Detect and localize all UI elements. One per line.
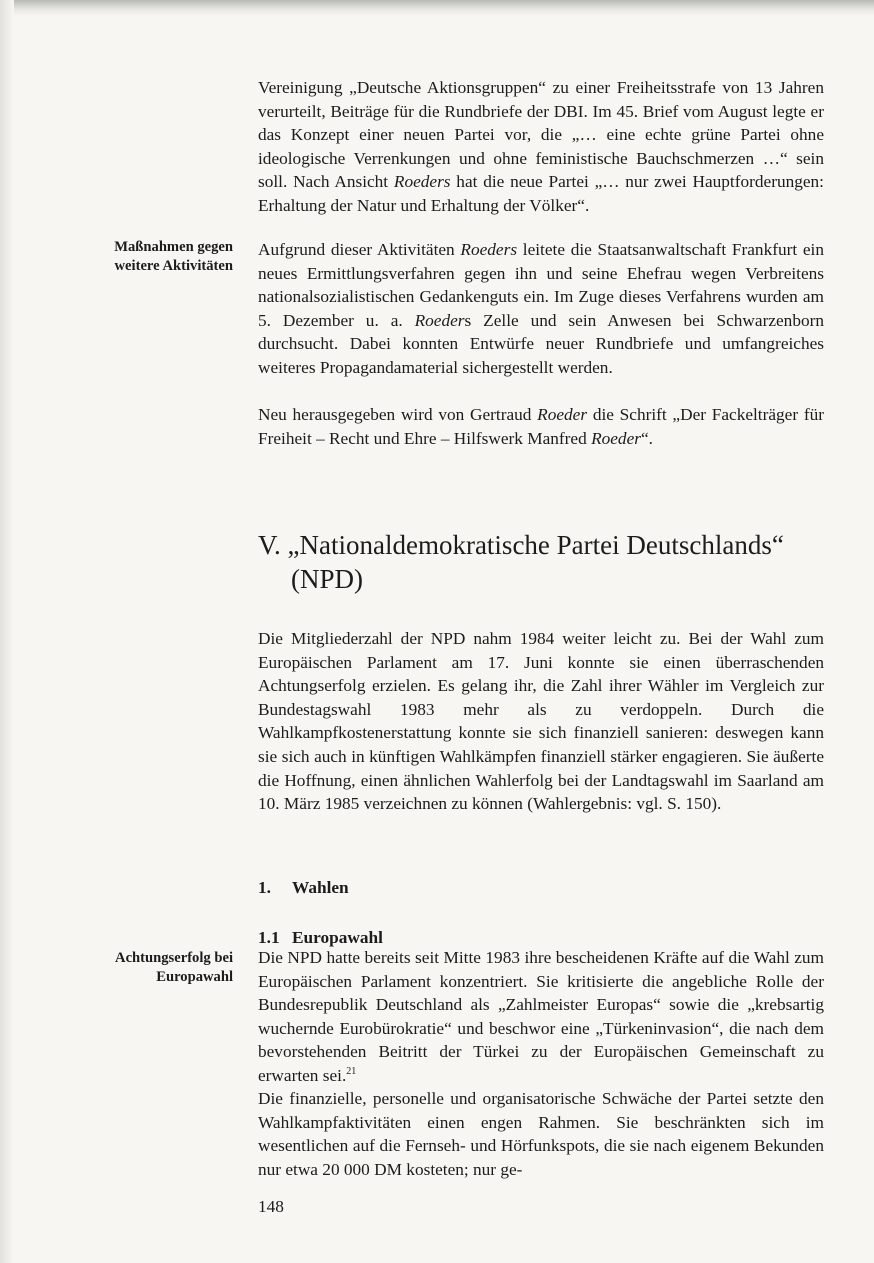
italic-name: Roeders [393, 172, 451, 192]
italic-name: Roeder [414, 310, 465, 330]
text-run: Vereinigung „Deutsche Aktionsgruppen“ zu einer Freiheitsstrafe von 13 Jahren verurteilt, Beiträge für die Rundbriefe der DBI. Im 45. Brief vom August legte er das Konzept einer neuen Partei vor, die „… eine echte grüne Partei ohne ideologische Verrenkungen und ohne feministische Bauchschmerzen …“ sein soll. Nach Ansicht [258, 78, 824, 192]
text-run: Aufgrund dieser Aktivitäten [258, 240, 461, 259]
text-run: Neu herausgegeben wird von Gertraud [258, 405, 538, 424]
chapter-title-line2: (NPD) [291, 564, 363, 594]
paragraph-npd-intro: Die Mitgliederzahl der NPD nahm 1984 weiter leicht zu. Bei der Wahl zum Europäischen Parlament am 17. Juni konnte sie einen überraschenden Achtungserfolg erzielen. Es gelang ihr, die Zahl ihrer Wähler im Vergleich zur Bundestagswahl 1983 mehr als zu verdoppeln. Durch die Wahlkampfkostenerstattung konnte sie sich finanziell sanieren: deswegen kann sie sich auch in künftigen Wahlkämpfen finanziell stärker engagieren. Sie äußerte die Hoffnung, einen ähnlichen Wahlerfolg bei der Landtagswahl im Saarland am 10. März 1985 verzeichnen zu können (Wahlergebnis: vgl. S. 150). [258, 629, 824, 814]
chapter-title-line1: V. „Nationaldemokratische Partei Deutschlands“ [258, 530, 784, 560]
margin-note-line: weitere Aktivitäten [114, 258, 233, 274]
text-run: leitete die Staatsanwaltschaft Frankfurt ein neues Ermittlungsverfahren gegen ihn und seine Ehefrau wegen Verbreitens nationalsozialistischen Gedankenguts ein. Im Zuge dieses Verfahrens wurden am 5. Dezember u. a. [258, 240, 824, 330]
page-number: 148 [258, 1197, 284, 1216]
margin-note-line: Maßnahmen gegen [114, 239, 233, 255]
paragraph-europawahl-finanzen: Die finanzielle, personelle und organisatorische Schwäche der Partei setzte den Wahlkampfaktivitäten einen engen Rahmen. Sie beschränkten sich im wesentlichen auf die Fernseh- und Hörfunkspots, die sie nach eigenem Bekunden nur etwa 20 000 DM kosteten; nur ge- [258, 1089, 824, 1179]
scan-top-edge [0, 0, 874, 16]
text-run: die Schrift „Der Fackelträger für Freiheit – Recht und Ehre – Hilfswerk Manfred [258, 405, 824, 448]
text-run: hat die neue Partei „… nur zwei Hauptforderungen: Erhaltung der Natur und Erhaltung der Völker“. [258, 172, 824, 215]
margin-note-line: Achtungserfolg bei [115, 950, 233, 966]
chapter-title [258, 528, 838, 596]
margin-note-line: Europawahl [156, 969, 233, 985]
section-heading-wahlen [258, 876, 349, 900]
subsection-title: Europawahl [292, 928, 383, 947]
text-run: Die NPD hatte bereits seit Mitte 1983 ihre bescheidenen Kräfte auf die Wahl zum Europäischen Parlament konzentriert. Sie kritisierte die angebliche Rolle der Bundesrepublik Deutschland als „Zahlmeister Europas“ sowie die „krebsartig wuchernde Eurobürokratie“ und beschwor eine „Türkeninvasion“, die nach dem bevorstehenden Beitritt der Türkei zu der Europäischen Gemeinschaft zu erwarten sei. [258, 948, 824, 1085]
section-title: Wahlen [292, 878, 349, 897]
paragraph-ermittlungsverfahren [258, 238, 824, 380]
paragraph-roeder-rundbriefe [258, 76, 824, 218]
text-run: s Zelle und sein Anwesen bei Schwarzenborn durchsucht. Dabei konnten Entwürfe neuer Rundbriefe und umfangreiches weiteres Propagandamaterial sichergestellt werden. [258, 310, 824, 377]
scan-left-edge [0, 0, 14, 1263]
subsection-number: 1.1 [258, 928, 280, 947]
paragraph-europawahl-kritik [258, 946, 824, 1088]
italic-name: Roeders [460, 240, 518, 259]
margin-note-massnahmen [40, 238, 233, 276]
paragraph-fackeltraeger [258, 403, 824, 450]
footnote-marker: 21 [346, 1066, 357, 1078]
italic-name: Roeder [591, 428, 641, 448]
italic-name: Roeder [537, 405, 588, 424]
margin-note-achtungserfolg [40, 949, 233, 987]
text-run: “. [640, 428, 653, 448]
section-number: 1. [258, 878, 271, 897]
